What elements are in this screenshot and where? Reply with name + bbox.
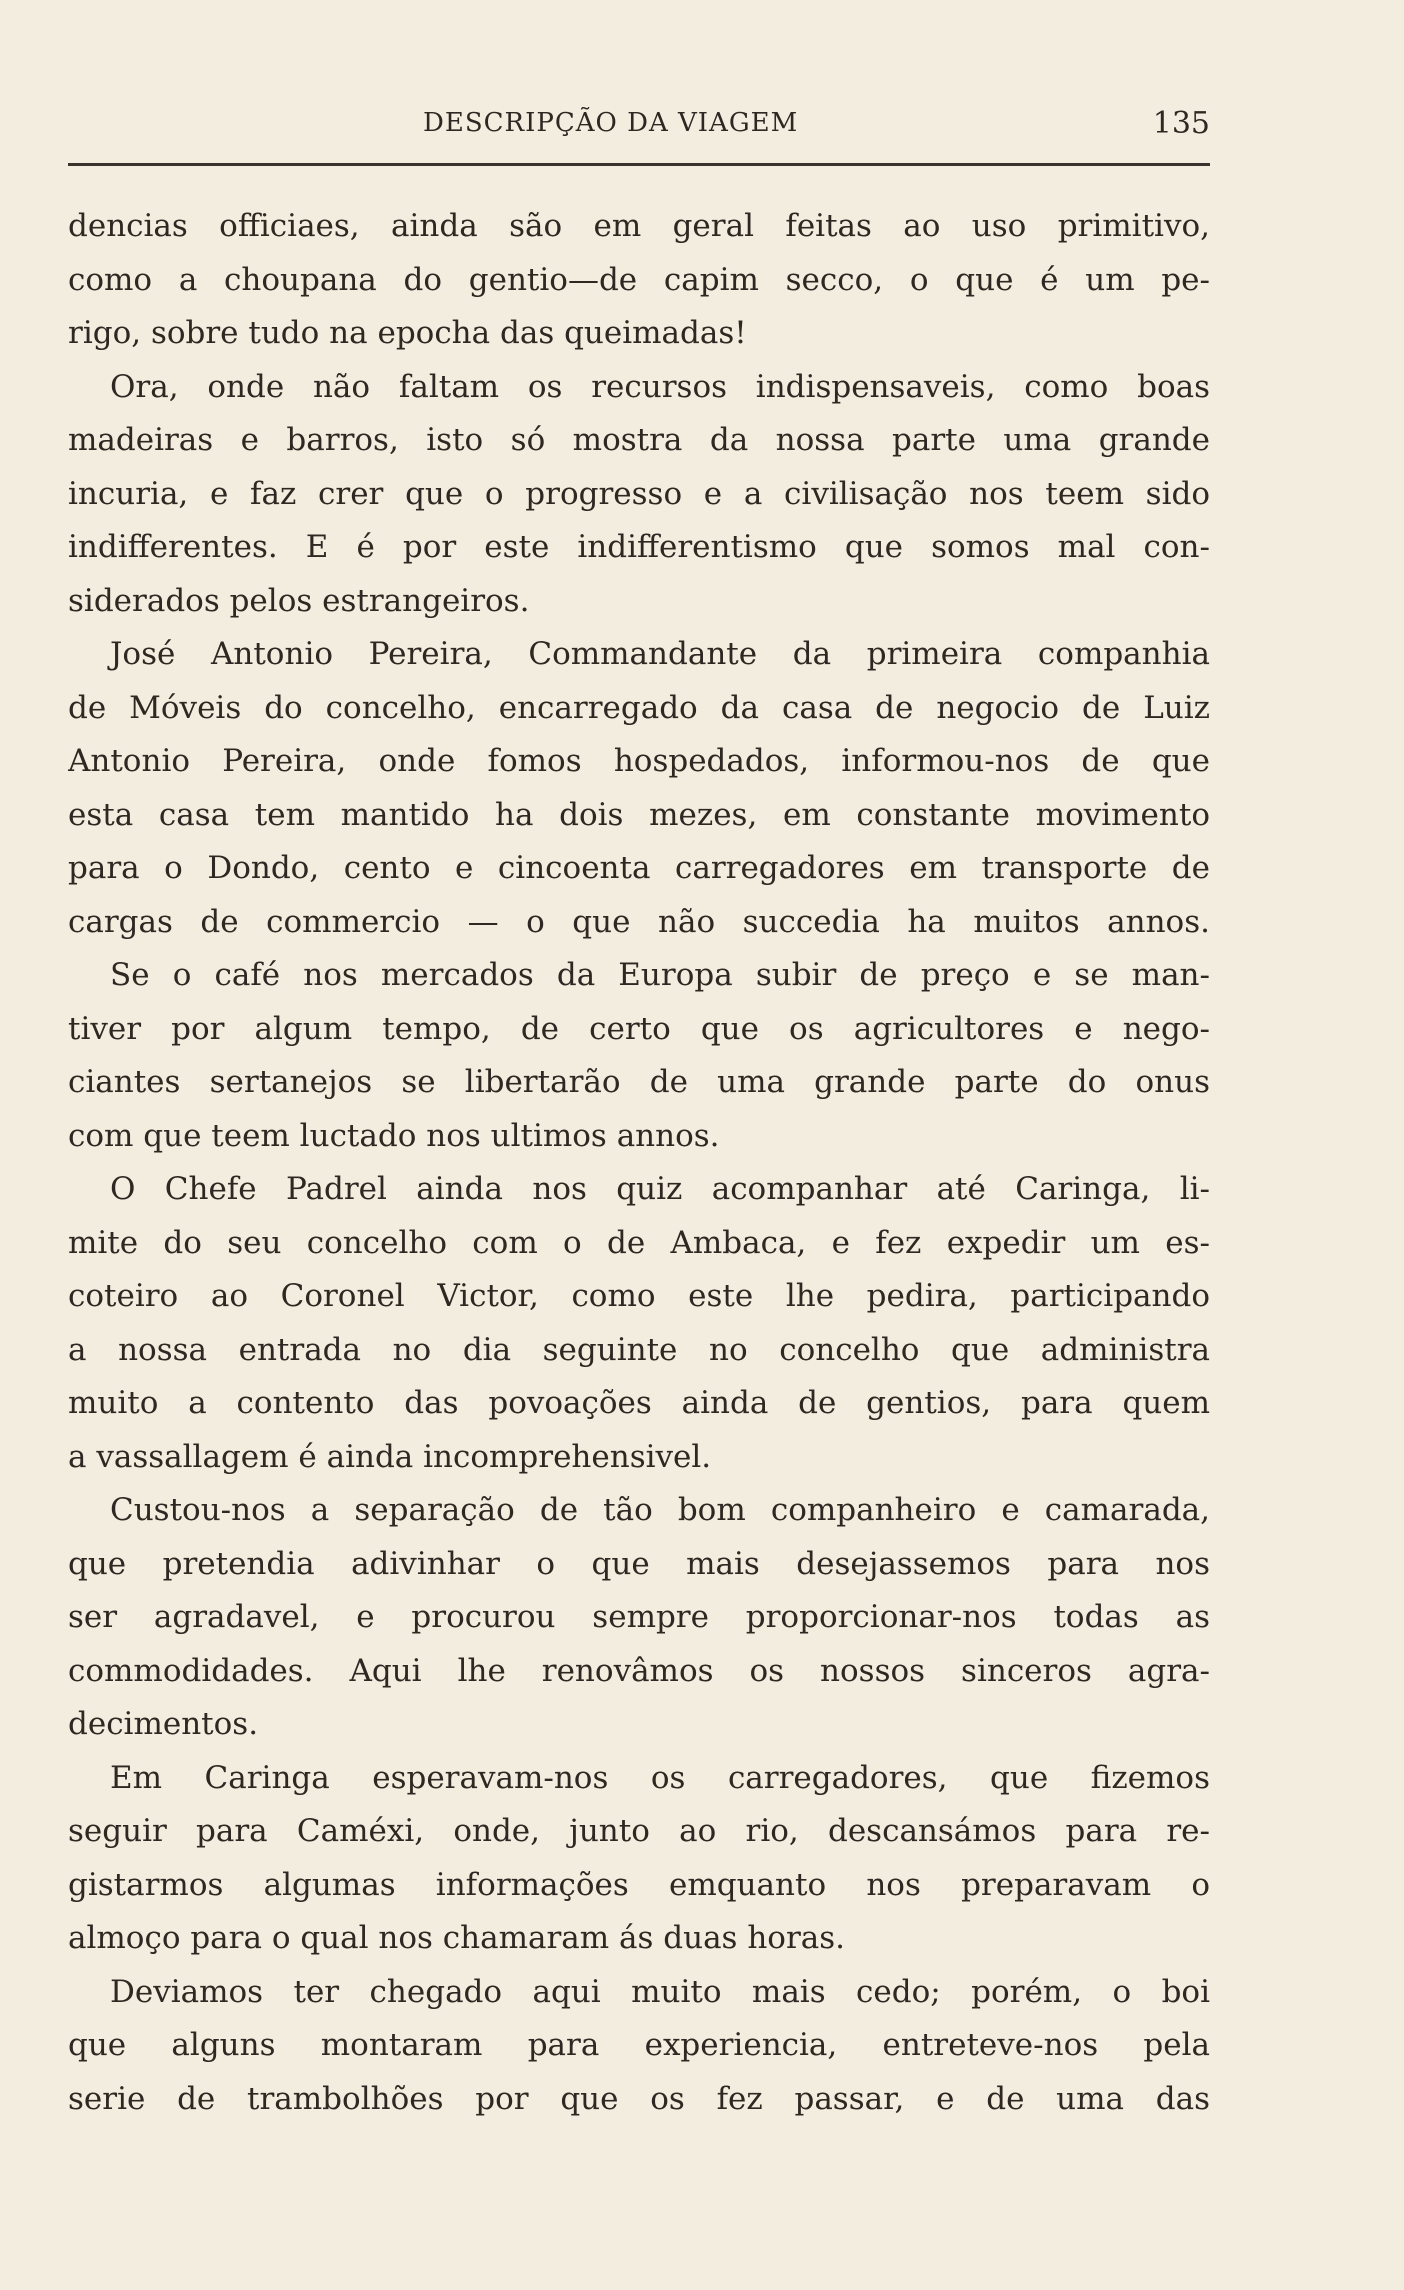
text-line: que pretendia adivinhar o que mais desejassemos para nos xyxy=(68,1545,1210,1582)
text-line: Deviamos ter chegado aqui muito mais cedo; porém, o boi xyxy=(110,1973,1210,2010)
page-number: 135 xyxy=(1152,106,1210,141)
text-line: incuria, e faz crer que o progresso e a civilisação nos teem sido xyxy=(68,475,1210,512)
text-line: Antonio Pereira, onde fomos hospedados, informou-nos de que xyxy=(68,743,1210,779)
text-line: muito a contento das povoações ainda de gentios, para quem xyxy=(68,1385,1210,1421)
text-line: a vassallagem é ainda incomprehensivel. xyxy=(68,1438,712,1475)
text-line: O Chefe Padrel ainda nos quiz acompanhar até Caringa, li- xyxy=(110,1171,1210,1207)
page-header xyxy=(68,100,1210,150)
text-line: decimentos. xyxy=(68,1706,259,1742)
text-line: almoço para o qual nos chamaram ás duas horas. xyxy=(68,1920,846,1956)
text-line: para o Dondo, cento e cincoenta carregadores em transporte de xyxy=(68,850,1210,886)
text-line: dencias officiaes, ainda são em geral feitas ao uso primitivo, xyxy=(68,208,1210,244)
text-line: a nossa entrada no dia seguinte no concelho que administra xyxy=(68,1331,1210,1368)
text-line: Em Caringa esperavam-nos os carregadores, que fizemos xyxy=(110,1759,1210,1796)
text-line: rigo, sobre tudo na epocha das queimadas! xyxy=(68,315,747,351)
text-line: commodidades. Aqui lhe renovâmos os nossos sinceros agra- xyxy=(68,1652,1210,1689)
text-line: Se o café nos mercados da Europa subir de preço e se man- xyxy=(110,957,1210,993)
text-line: Ora, onde não faltam os recursos indispensaveis, como boas xyxy=(110,368,1210,405)
header-rule xyxy=(68,163,1210,166)
text-line: ser agradavel, e procurou sempre proporcionar-nos todas as xyxy=(68,1599,1210,1635)
text-line: serie de trambolhões por que os fez passar, e de uma das xyxy=(68,2080,1210,2117)
text-line: madeiras e barros, isto só mostra da nossa parte uma grande xyxy=(68,422,1210,458)
text-line: seguir para Caméxi, onde, junto ao rio, descansámos para re- xyxy=(68,1813,1210,1849)
text-line: Custou-nos a separação de tão bom companheiro e camarada, xyxy=(110,1492,1210,1528)
text-line: gistarmos algumas informações emquanto nos preparavam o xyxy=(68,1866,1210,1903)
text-line: como a choupana do gentio—de capim secco, o que é um pe- xyxy=(68,261,1210,298)
text-line: José Antonio Pereira, Commandante da primeira companhia xyxy=(110,636,1210,672)
text-line: mite do seu concelho com o de Ambaca, e fez expedir um es- xyxy=(68,1224,1210,1261)
text-line: siderados pelos estrangeiros. xyxy=(68,582,530,619)
text-line: de Móveis do concelho, encarregado da casa de negocio de Luiz xyxy=(68,689,1210,726)
body-text xyxy=(68,200,1210,2126)
text-line: esta casa tem mantido ha dois mezes, em constante movimento xyxy=(68,796,1210,833)
text-line: coteiro ao Coronel Victor, como este lhe pedira, participando xyxy=(68,1278,1210,1314)
text-line: tiver por algum tempo, de certo que os agricultores e nego- xyxy=(68,1010,1210,1047)
text-line: ciantes sertanejos se libertarão de uma grande parte do onus xyxy=(68,1064,1210,1100)
text-line: com que teem luctado nos ultimos annos. xyxy=(68,1117,720,1154)
running-title: DESCRIPÇÃO DA VIAGEM xyxy=(423,108,799,138)
text-line: cargas de commercio — o que não succedia ha muitos annos. xyxy=(68,903,1210,940)
text-line: que alguns montaram para experiencia, entreteve-nos pela xyxy=(68,2027,1210,2063)
text-line: indifferentes. E é por este indifferentismo que somos mal con- xyxy=(68,529,1210,565)
